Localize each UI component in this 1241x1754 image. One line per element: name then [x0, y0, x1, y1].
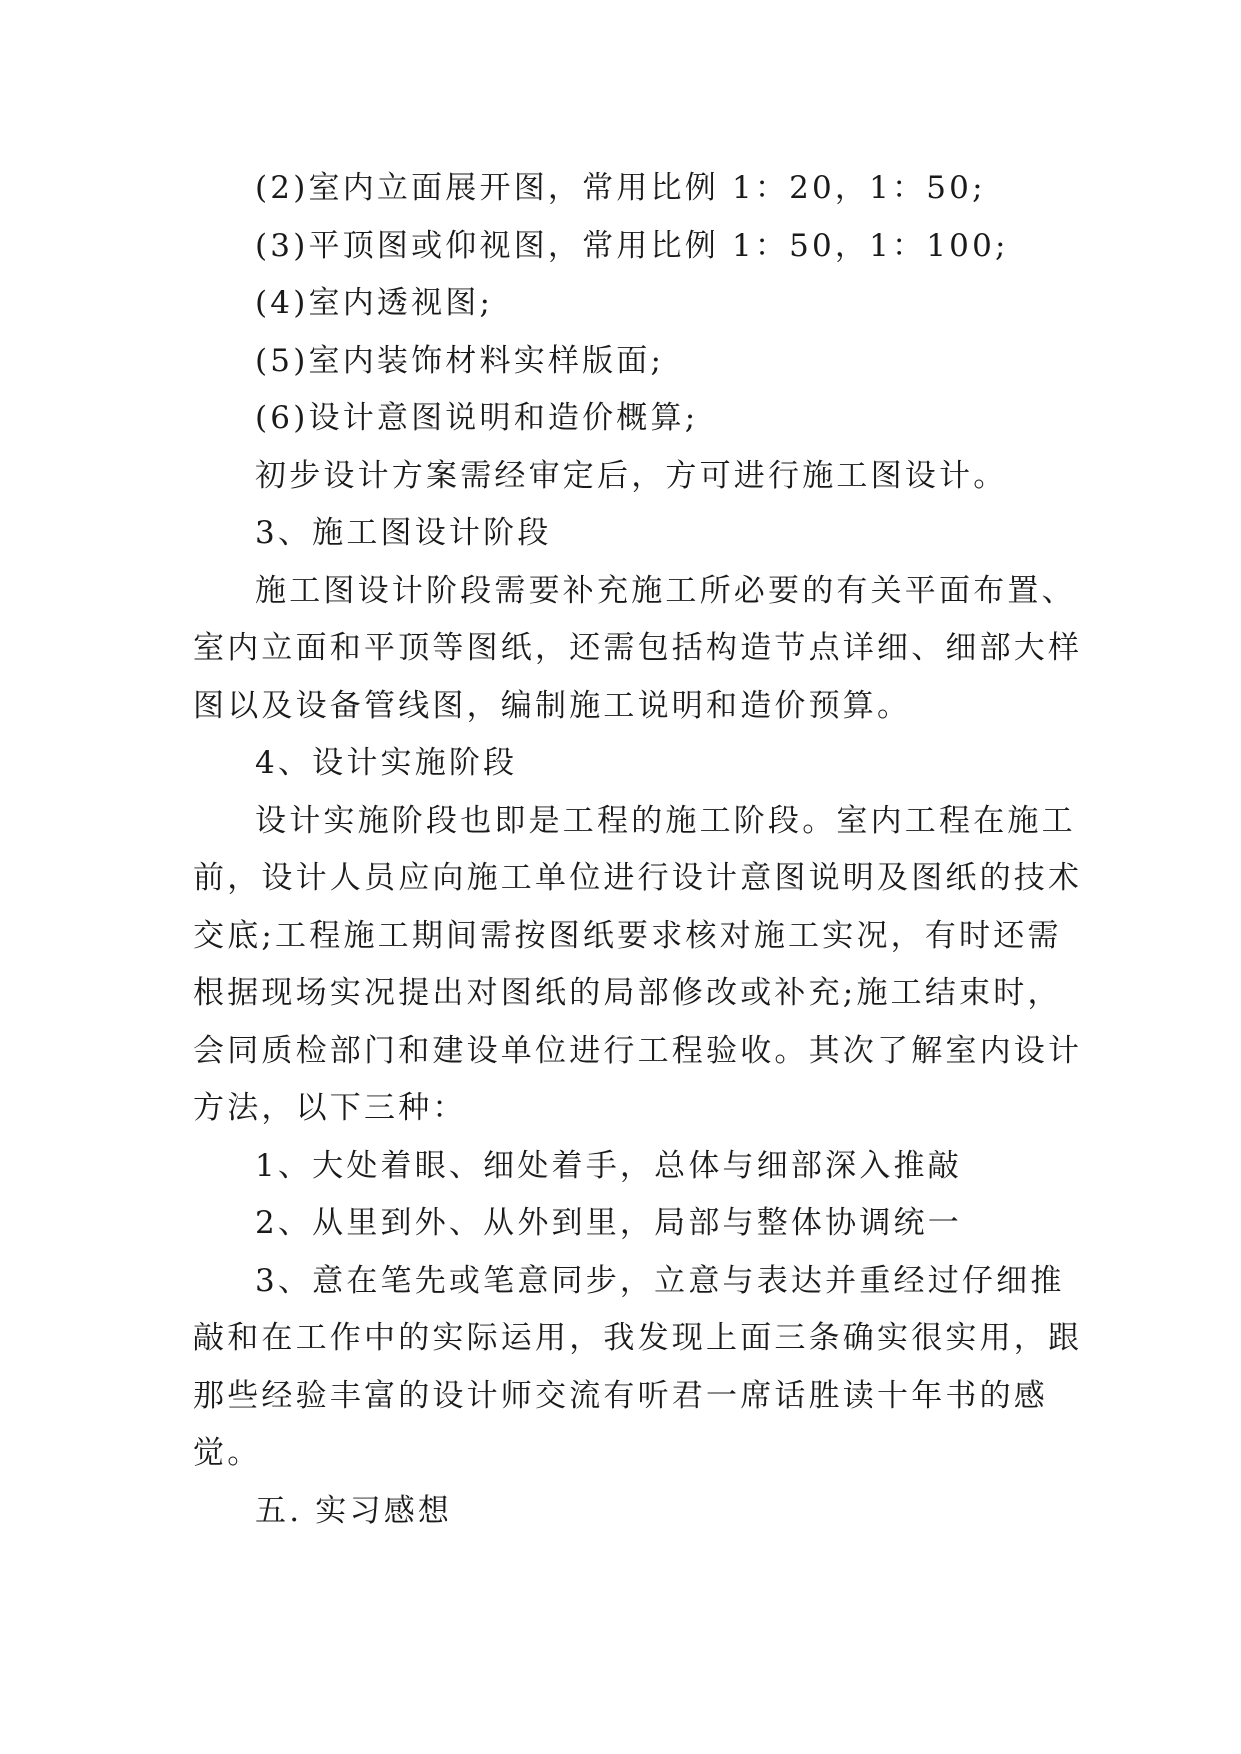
list-item-method-3: 3、意在笔先或笔意同步，立意与表达并重经过仔细推 [255, 1262, 1065, 1299]
list-item-ceiling-plan: (3)平顶图或仰视图，常用比例 1：50，1：100; [255, 227, 1009, 264]
paragraph-line: 施工图设计阶段需要补充施工所必要的有关平面布置、 [255, 572, 1076, 609]
list-item-method-1: 1、大处着眼、细处着手，总体与细部深入推敲 [255, 1147, 962, 1184]
paragraph-line: 设计实施阶段也即是工程的施工阶段。室内工程在施工 [255, 802, 1076, 839]
paragraph-line: 图以及设备管线图，编制施工说明和造价预算。 [193, 687, 912, 724]
paragraph-line: 根据现场实况提出对图纸的局部修改或补充;施工结束时， [193, 975, 1062, 1011]
paragraph-line: 敲和在工作中的实际运用，我发现上面三条确实很实用，跟 [193, 1320, 1083, 1356]
section-heading-construction-drawing: 3、施工图设计阶段 [255, 515, 552, 551]
section-heading-implementation: 4、设计实施阶段 [255, 745, 518, 781]
list-item-elevation-drawing: (2)室内立面展开图，常用比例 1：20，1：50; [255, 170, 986, 206]
paragraph-line: 交底;工程施工期间需按图纸要求核对施工实况，有时还需 [193, 917, 1062, 954]
paragraph-approval: 初步设计方案需经审定后，方可进行施工图设计。 [255, 457, 1008, 494]
list-item-material-samples: (5)室内装饰材料实样版面; [255, 342, 665, 379]
paragraph-line: 那些经验丰富的设计师交流有听君一席话胜读十年书的感 [193, 1377, 1048, 1414]
paragraph-line: 觉。 [193, 1435, 262, 1471]
list-item-method-2: 2、从里到外、从外到里，局部与整体协调统一 [255, 1205, 962, 1241]
document-body [193, 160, 1083, 1540]
paragraph-line: 会同质检部门和建设单位进行工程验收。其次了解室内设计 [193, 1032, 1083, 1069]
list-item-perspective: (4)室内透视图; [255, 285, 494, 321]
list-item-design-intent: (6)设计意图说明和造价概算; [255, 400, 699, 436]
paragraph-line: 方法，以下三种： [193, 1090, 467, 1126]
section-heading-internship-thoughts: 五. 实习感想 [255, 1492, 453, 1529]
paragraph-line: 前，设计人员应向施工单位进行设计意图说明及图纸的技术 [193, 860, 1083, 896]
paragraph-line: 室内立面和平顶等图纸，还需包括构造节点详细、细部大样 [193, 630, 1083, 666]
